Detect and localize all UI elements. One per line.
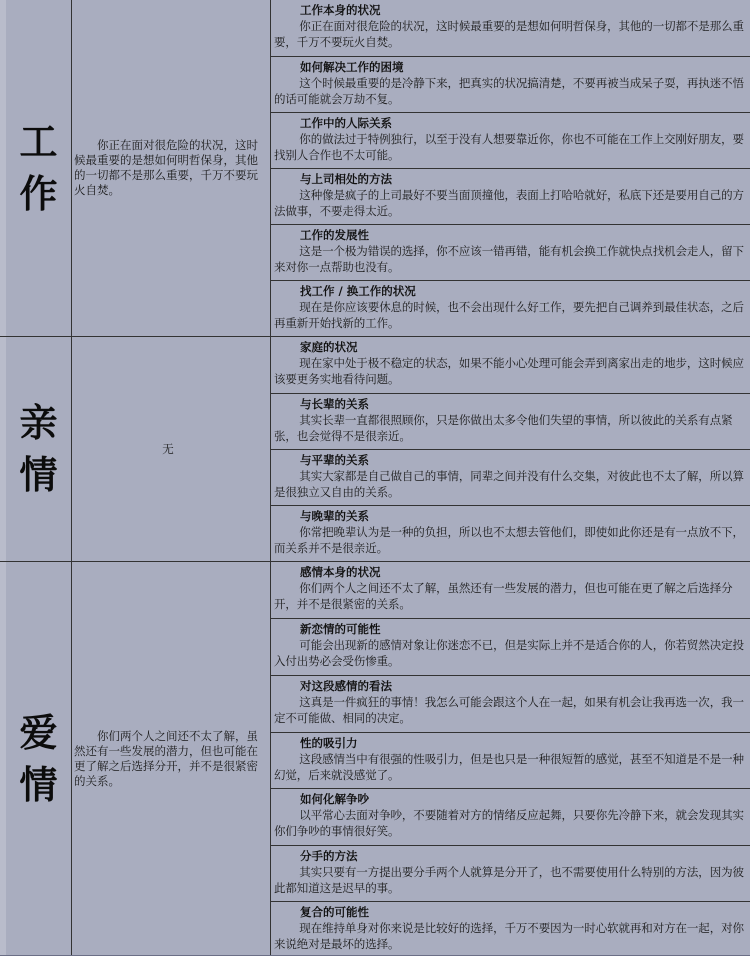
item-body: 这段感情当中有很强的性吸引力，但是也只是一种很短暂的感觉，甚至不知道是不是一种幻觉，后来就没感觉了。 [274,752,744,782]
item-list [271,562,750,955]
category-label: 亲情 [19,400,58,497]
item-title: 与长辈的关系 [300,397,369,411]
item-body: 现在是你应该要休息的时候，也不会出现什么好工作，要先把自己调养到最佳状态，之后再重新开始找新的工作。 [274,300,744,330]
list-item [271,0,750,56]
summary-text: 你正在面对很危险的状况，这时候最重要的是想如何明哲保身，其他的一切都不是那么重要，千万不要玩火自焚。 [74,138,258,197]
item-title: 性的吸引力 [300,736,358,750]
item-body: 可能会出现新的感情对象让你迷恋不已，但是实际上并不是适合你的人，你若贸然决定投入付出势必会受伤惨重。 [274,638,744,668]
list-item [271,280,750,336]
summary-cell [72,337,271,561]
list-item [271,337,750,393]
item-list [271,0,750,336]
list-item [271,224,750,280]
item-title: 感情本身的状况 [300,565,381,579]
item-title: 新恋情的可能性 [300,622,381,636]
list-item [271,675,750,732]
item-title: 工作的发展性 [300,228,369,242]
category-label: 工作 [19,119,58,216]
list-item [271,901,750,956]
item-title: 家庭的状况 [300,340,358,354]
item-body: 其实只要有一方提出要分手两个人就算是分开了，也不需要使用什么特别的方法，因为彼此都知道这是迟早的事。 [274,865,744,895]
item-title: 如何解决工作的困境 [300,60,404,74]
family-section [0,336,750,561]
summary-text: 无 [162,441,174,456]
item-title: 工作本身的状况 [300,3,381,17]
item-body: 这真是一件疯狂的事情！我怎么可能会跟这个人在一起，如果有机会让我再选一次，我一定不可能做、相同的决定。 [274,695,744,725]
item-title: 复合的可能性 [300,905,369,919]
item-body: 现在家中处于极不稳定的状态，如果不能小心处理可能会弄到离家出走的地步，这时候应该要更务实地看待问题。 [274,356,744,386]
item-body: 以平常心去面对争吵，不要随着对方的情绪反应起舞，只要你先冷静下来，就会发现其实你们争吵的事情很好笑。 [274,808,744,838]
item-title: 如何化解争吵 [300,792,369,806]
item-body: 这是一个极为错误的选择，你不应该一错再错，能有机会换工作就快点找机会走人，留下来对你一点帮助也没有。 [274,244,744,274]
work-section [0,0,750,336]
item-body: 你的做法过于特例独行，以至于没有人想要靠近你，你也不可能在工作上交刚好朋友，要找别人合作也不太可能。 [274,132,744,162]
list-item [271,56,750,112]
item-title: 工作中的人际关系 [300,116,392,130]
item-body: 现在维持单身对你来说是比较好的选择，千万不要因为一时心软就再和对方在一起，对你来说绝对是最坏的选择。 [274,921,744,951]
item-title: 找工作 / 换工作的状况 [300,284,416,298]
list-item [271,845,750,901]
category-cell [0,337,72,561]
item-title: 分手的方法 [300,849,358,863]
list-item [271,618,750,675]
item-body: 这个时候最重要的是冷静下来，把真实的状况搞清楚，不要再被当成呆子耍，再执迷不悟的话可能就会万劫不复。 [274,76,744,106]
summary-cell [72,562,271,955]
love-section [0,561,750,955]
item-title: 与晚辈的关系 [300,509,369,523]
item-body: 你常把晚辈认为是一种的负担，所以也不太想去管他们，即使如此你还是有一点放不下，而关系并不是很亲近。 [274,525,744,555]
item-body: 其实长辈一直都很照顾你，只是你做出太多令他们失望的事情，所以彼此的关系有点紧张，也会觉得不是很亲近。 [274,413,733,443]
list-item [271,168,750,224]
item-list [271,337,750,561]
item-body: 这种像是疯子的上司最好不要当面顶撞他，表面上打哈哈就好，私底下还是要用自己的方法做事，不要走得太近。 [274,188,744,218]
item-title: 与上司相处的方法 [300,172,392,186]
item-title: 与平辈的关系 [300,453,369,467]
list-item [271,562,750,618]
item-body: 你们两个人之间还不太了解，虽然还有一些发展的潜力，但也可能在更了解之后选择分开，并不是很紧密的关系。 [274,581,733,611]
list-item [271,449,750,505]
category-label: 爱情 [19,709,58,807]
item-title: 对这段感情的看法 [300,679,392,693]
list-item [271,393,750,449]
item-body: 你正在面对很危险的状况，这时候最重要的是想如何明哲保身，其他的一切都不是那么重要，千万不要玩火自焚。 [274,19,744,49]
summary-cell [72,0,271,336]
summary-text: 你们两个人之间还不太了解，虽然还有一些发展的潜力，但也可能在更了解之后选择分开，并不是很紧密的关系。 [74,728,258,788]
category-cell [0,0,72,336]
list-item [271,112,750,168]
item-body: 其实大家都是自己做自己的事情，同辈之间并没有什么交集，对彼此也不太了解，所以算是很独立又自由的关系。 [274,469,744,499]
list-item [271,505,750,562]
list-item [271,788,750,845]
category-cell [0,562,72,955]
list-item [271,732,750,788]
